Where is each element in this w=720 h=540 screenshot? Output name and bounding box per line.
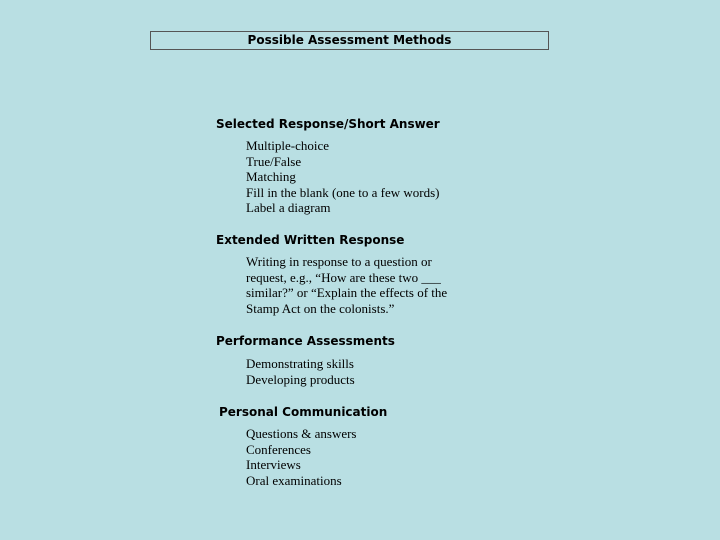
section-heading-performance: Performance Assessments (216, 334, 395, 348)
list-item: Stamp Act on the colonists.” (246, 300, 395, 316)
page-title: Possible Assessment Methods (150, 31, 549, 50)
list-item: Writing in response to a question or (246, 254, 432, 269)
list-item: request, e.g., “How are these two ___ (246, 269, 441, 285)
extended-written-list (246, 254, 447, 316)
section-heading-selected-response: Selected Response/Short Answer (216, 117, 440, 131)
list-item: Questions & answers (246, 426, 357, 441)
list-item: Oral examinations (246, 472, 342, 488)
list-item: Developing products (246, 371, 355, 387)
list-item: Multiple-choice (246, 138, 330, 153)
list-item: Conferences (246, 441, 311, 457)
list-item: Demonstrating skills (246, 356, 354, 371)
section-heading-personal-communication: Personal Communication (219, 405, 388, 419)
list-item: Matching (246, 169, 296, 185)
list-item: Interviews (246, 457, 301, 473)
selected-response-list (246, 138, 440, 216)
list-item: Label a diagram (246, 200, 331, 216)
performance-list (246, 356, 355, 387)
list-item: True/False (246, 153, 302, 169)
list-item: Fill in the blank (one to a few words) (246, 184, 440, 200)
list-item: similar?” or “Explain the effects of the (246, 285, 448, 301)
section-heading-extended-written: Extended Written Response (216, 233, 405, 247)
personal-communication-list (246, 426, 357, 488)
